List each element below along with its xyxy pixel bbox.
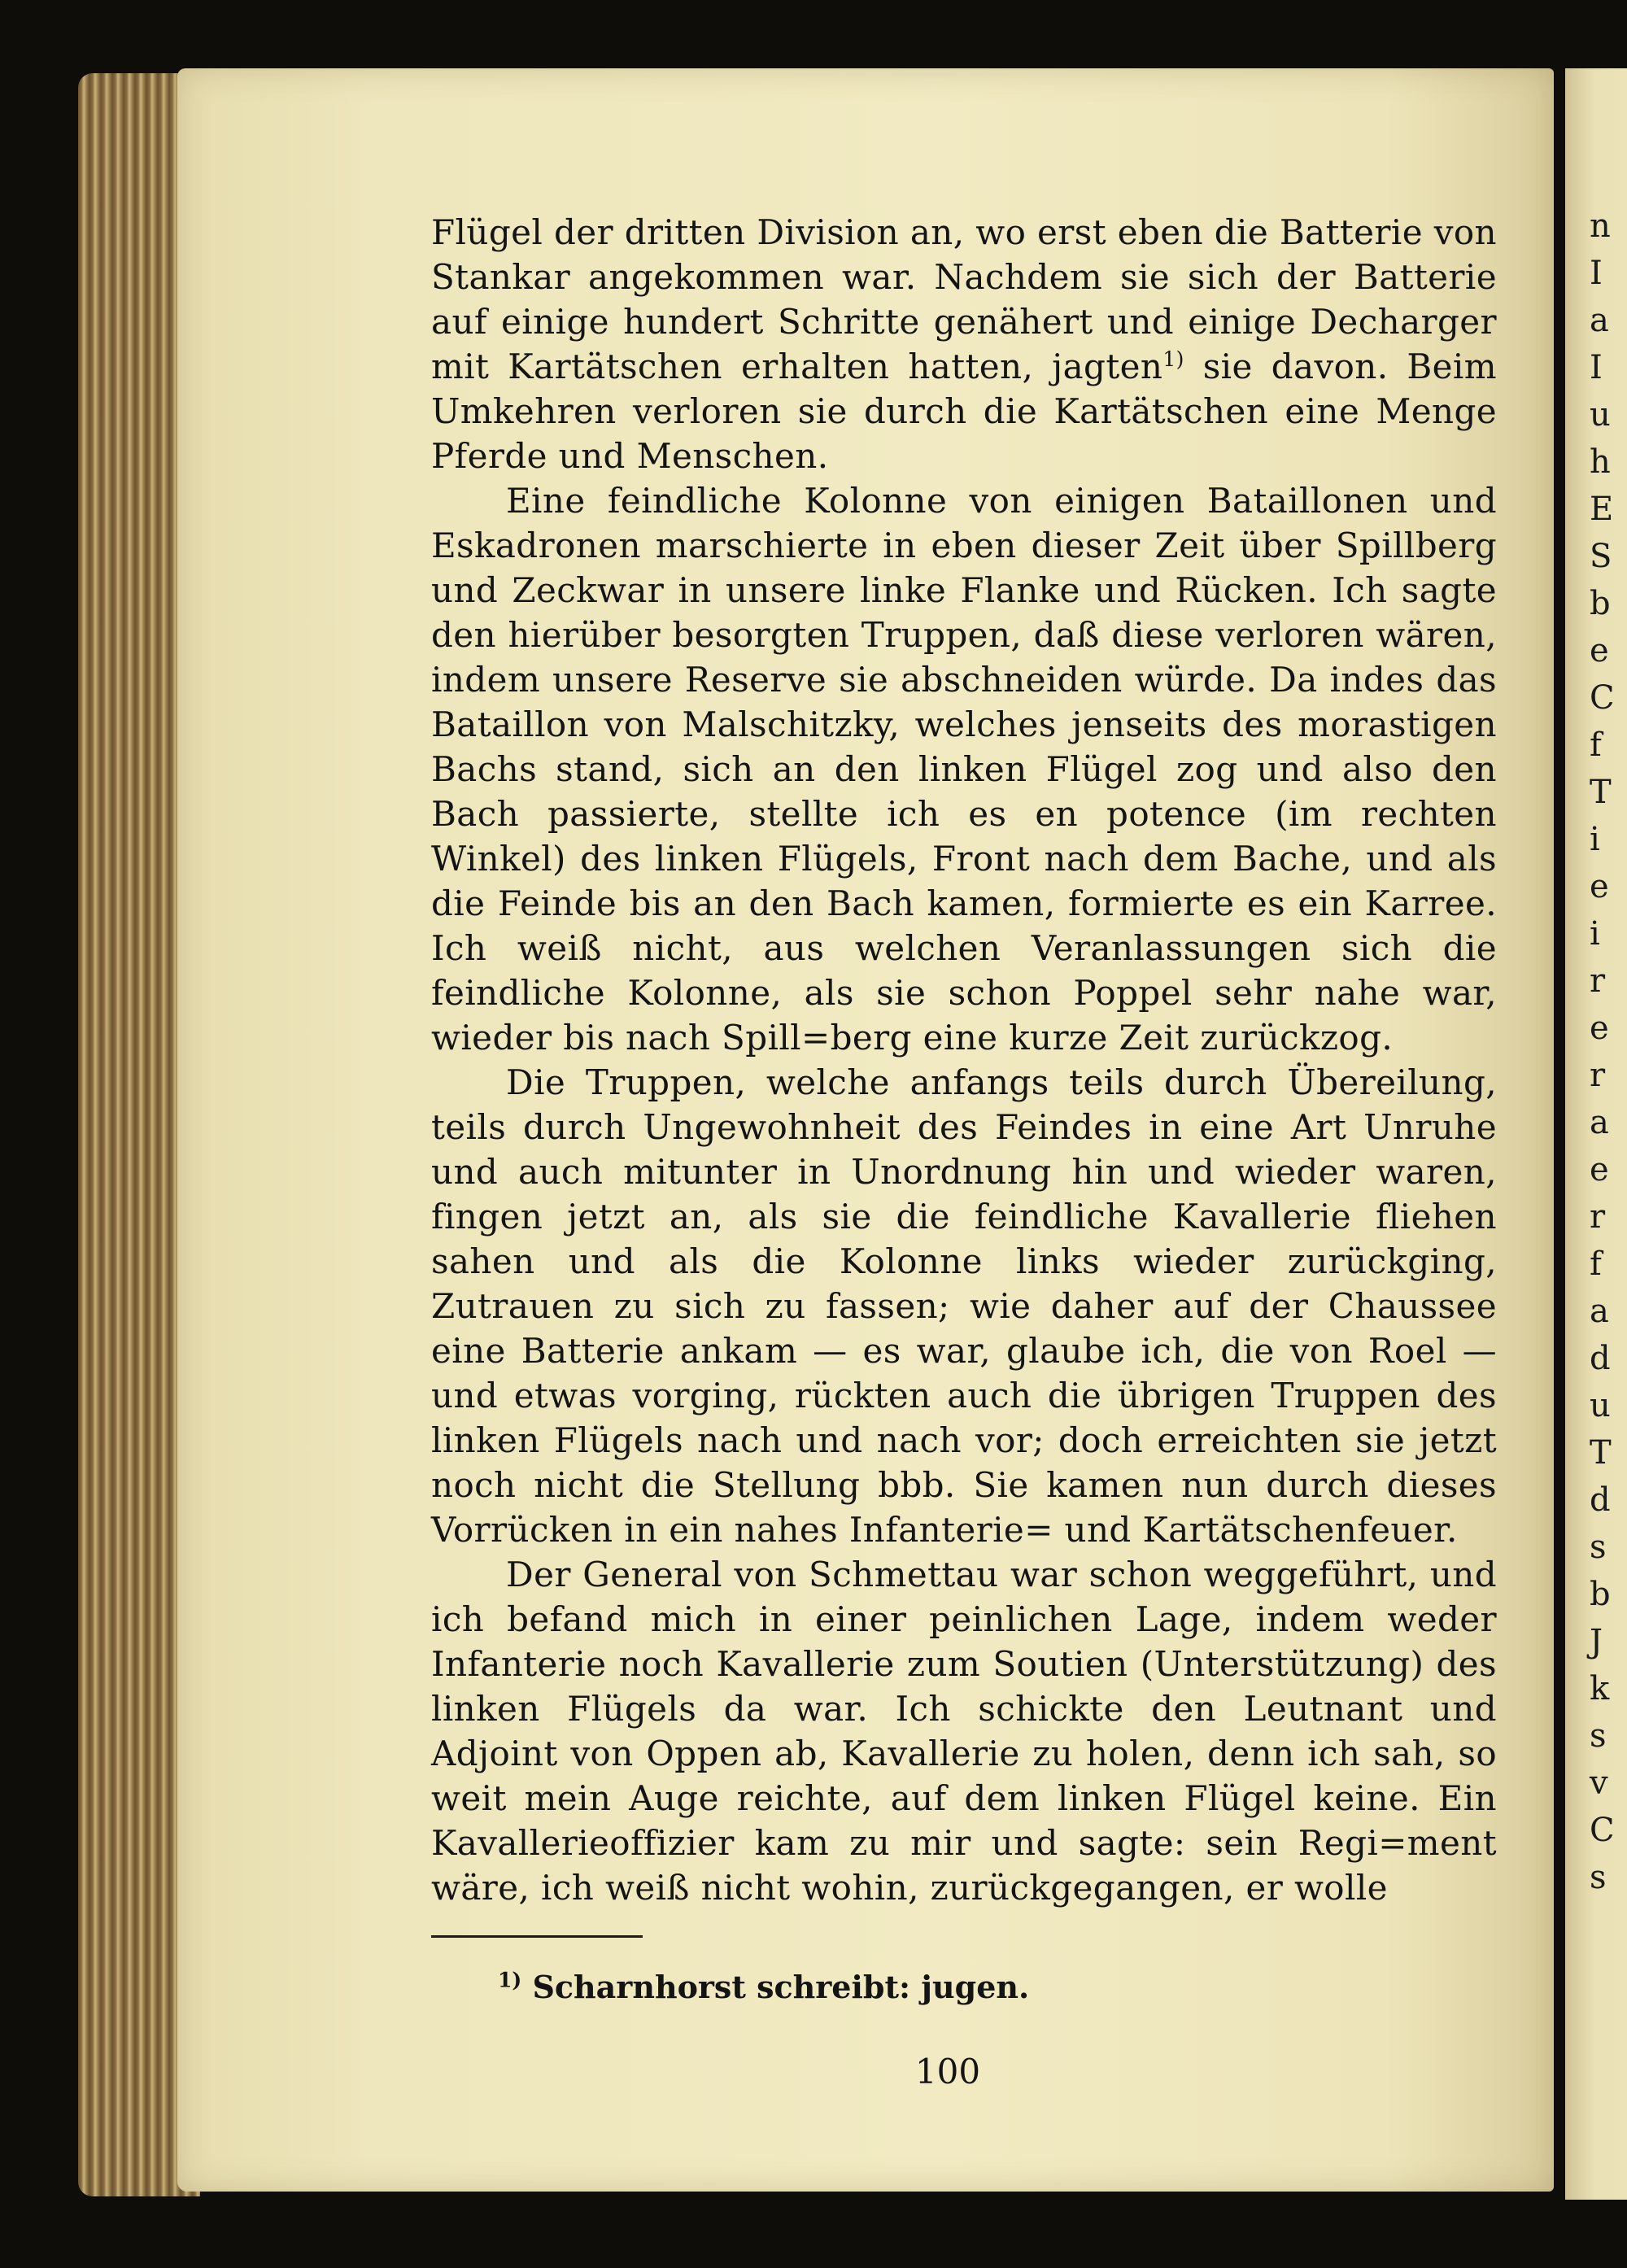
adjacent-page-letter: r	[1590, 1057, 1606, 1094]
adjacent-page-letter: k	[1590, 1670, 1610, 1708]
adjacent-page-letter: S	[1590, 538, 1612, 575]
adjacent-page-letter: I	[1590, 349, 1603, 386]
adjacent-page-letter: e	[1590, 868, 1609, 905]
adjacent-page-letter: v	[1590, 1764, 1608, 1802]
adjacent-page-letter: s	[1590, 1717, 1607, 1755]
adjacent-page-letter: i	[1590, 915, 1600, 953]
adjacent-page-letter: r	[1590, 1198, 1606, 1236]
adjacent-page-letter: C	[1590, 1812, 1615, 1849]
adjacent-page-letter: s	[1590, 1529, 1607, 1566]
page-text	[431, 210, 1497, 1910]
paragraph	[431, 1552, 1497, 1910]
paragraph-text: Die Truppen, welche anfangs teils durch Übereilung, teils durch Ungewohnheit des Feindes in eine Art Unruhe und auch mitunter in Unordnung hin und wieder waren, fingen jetzt an, als sie die feindliche Kavallerie fliehen sahen und als die Kolonne links wieder zurückging, Zutrauen zu sich zu fassen; wie daher auf der Chaussee eine Batterie ankam — es war, glaube ich, die von Roel — und etwas vorging, rückten auch die übrigen Truppen des linken Flügels nach und nach vor; doch erreichten sie jetzt noch nicht die Stellung bbb. Sie kamen nun durch dieses Vorrücken in ein nahes Infanterie= und Kartätschenfeuer.	[431, 1062, 1497, 1550]
adjacent-page-letter: a	[1590, 1293, 1609, 1330]
page-number: 100	[914, 2052, 981, 2091]
paragraph-text: sie davon. Beim Umkehren verloren sie durch die Kartätschen eine Menge Pferde und Menschen.	[431, 347, 1497, 476]
adjacent-page-letter: a	[1590, 1104, 1609, 1141]
paragraph	[431, 210, 1497, 478]
adjacent-page-letter: f	[1590, 1245, 1602, 1283]
adjacent-page-letter: e	[1590, 632, 1609, 669]
adjacent-page-letter: I	[1590, 255, 1603, 292]
adjacent-page-letter: a	[1590, 302, 1609, 339]
adjacent-page-letter: i	[1590, 821, 1600, 858]
footnote-mark: 1)	[498, 1968, 522, 1992]
adjacent-page-letter: E	[1590, 491, 1614, 528]
adjacent-page-letter: u	[1590, 1387, 1611, 1424]
footnote	[498, 1967, 1393, 2008]
adjacent-page-letter: f	[1590, 726, 1602, 764]
adjacent-page-letter: u	[1590, 396, 1611, 434]
adjacent-page-letter: e	[1590, 1010, 1609, 1047]
paragraph	[431, 1060, 1497, 1552]
adjacent-page-letter: C	[1590, 679, 1615, 717]
footnote-rule	[431, 1935, 643, 1938]
adjacent-page-letter: d	[1590, 1481, 1611, 1519]
adjacent-page	[1565, 68, 1627, 2200]
footnote-reference: 1)	[1162, 347, 1184, 371]
paragraph-text: Flügel der dritten Division an, wo erst eben die Batterie von Stankar angekommen war. Nachdem sie sich der Batterie auf einige hundert Schritte genähert und einige Decharger mit Kartätschen erhalten hatten, jagten	[431, 212, 1497, 386]
paragraph-text: Eine feindliche Kolonne von einigen Bataillonen und Eskadronen marschierte in eben dieser Zeit über Spillberg und Zeckwar in unsere linke Flanke und Rücken. Ich sagte den hierüber besorgten Truppen, daß diese verloren wären, indem unsere Reserve sie abschneiden würde. Da indes das Bataillon von Malschitzky, welches jenseits des morastigen Bachs stand, sich an den linken Flügel zog und also den Bach passierte, stellte ich es en potence (im rechten Winkel) des linken Flügels, Front nach dem Bache, und als die Feinde bis an den Bach kamen, formierte es ein Karree. Ich weiß nicht, aus welchen Veranlassungen sich die feindliche Kolonne, als sie schon Poppel sehr nahe war, wieder bis nach Spill=berg eine kurze Zeit zurückzog.	[431, 481, 1497, 1058]
adjacent-page-letter: d	[1590, 1340, 1611, 1377]
adjacent-page-letter: b	[1590, 585, 1611, 622]
adjacent-page-letter: n	[1590, 207, 1611, 245]
adjacent-page-letter: r	[1590, 962, 1606, 1000]
footnote-text: Scharnhorst schreibt: jugen.	[521, 1969, 1030, 2005]
adjacent-page-letter: h	[1590, 443, 1611, 481]
adjacent-page-letter: T	[1590, 1434, 1612, 1472]
adjacent-page-letter: J	[1590, 1623, 1603, 1660]
adjacent-page-letter: s	[1590, 1859, 1607, 1896]
paragraph-text: Der General von Schmettau war schon weggeführt, und ich befand mich in einer peinlichen Lage, indem weder Infanterie noch Kavallerie zum Soutien (Unterstützung) des linken Flügels da war. Ich schickte den Leutnant und Adjoint von Oppen ab, Kavallerie zu holen, denn ich sah, so weit mein Auge reichte, auf dem linken Flügel keine. Ein Kavallerieoffizier kam zu mir und sagte: sein Regi=ment wäre, ich weiß nicht wohin, zurückgegangen, er wolle	[431, 1555, 1497, 1908]
adjacent-page-letter: T	[1590, 774, 1612, 811]
adjacent-page-letter: b	[1590, 1576, 1611, 1613]
paragraph	[431, 478, 1497, 1060]
adjacent-page-letter: e	[1590, 1151, 1609, 1189]
